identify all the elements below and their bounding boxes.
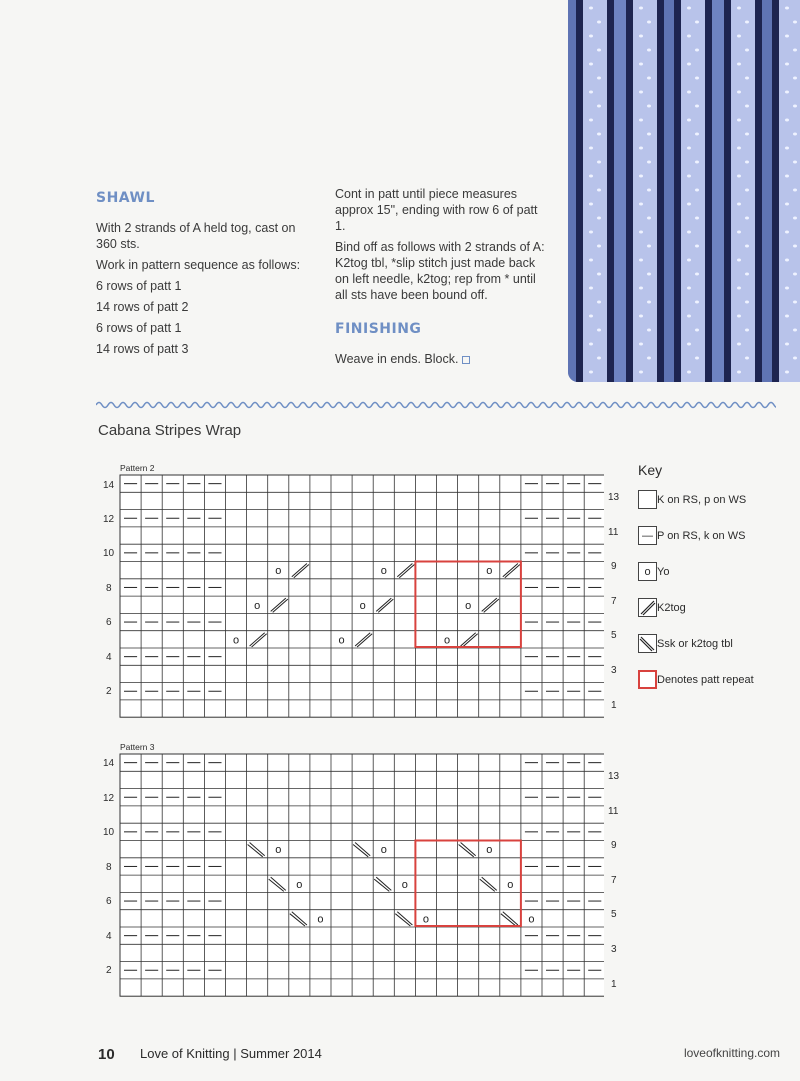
lace-eyelet — [647, 77, 651, 80]
lace-eyelet — [745, 49, 749, 52]
lace-eyelet — [687, 7, 691, 10]
lace-eyelet — [589, 343, 593, 346]
lace-eyelet — [647, 357, 651, 360]
row-number: 7 — [611, 596, 617, 607]
chart-key — [638, 462, 798, 706]
lace-eyelet — [589, 35, 593, 38]
row-number: 1 — [611, 979, 617, 990]
lace-eyelet — [785, 147, 789, 150]
row-number: 10 — [103, 827, 115, 838]
lace-eyelet — [793, 133, 797, 136]
key-item-repeat: Denotes patt repeat — [638, 670, 798, 689]
lace-eyelet — [647, 105, 651, 108]
pattern3-label: Pattern 3 — [120, 742, 155, 752]
fabric-stripe — [614, 0, 626, 382]
yarn-over-symbol: o — [443, 634, 451, 647]
lace-eyelet — [589, 119, 593, 122]
lace-eyelet — [639, 287, 643, 290]
fabric-stripe — [657, 0, 664, 382]
lace-eyelet — [793, 161, 797, 164]
lace-eyelet — [745, 133, 749, 136]
lace-eyelet — [785, 371, 789, 374]
shawl-cast-on: With 2 strands of A held tog, cast on 360 sts. — [96, 221, 296, 251]
lace-eyelet — [687, 371, 691, 374]
key-item-ssk: Ssk or k2tog tbl — [638, 634, 798, 653]
key-item-purl: — P on RS, k on WS — [638, 526, 798, 545]
lace-eyelet — [647, 217, 651, 220]
continue-text: Cont in patt until piece measures approx 15", ending with row 6 of patt 1. — [335, 187, 538, 233]
finishing-text: Weave in ends. Block. — [335, 351, 550, 367]
yarn-over-symbol: o — [254, 599, 261, 612]
lace-eyelet — [785, 91, 789, 94]
lace-eyelet — [737, 35, 741, 38]
lace-eyelet — [647, 49, 651, 52]
lace-eyelet — [589, 315, 593, 318]
pattern-repeat-symbol-icon — [638, 670, 657, 689]
end-mark-icon — [462, 356, 470, 364]
fabric-stripe — [568, 0, 576, 382]
lace-eyelet — [639, 7, 643, 10]
lace-eyelet — [785, 7, 789, 10]
lace-eyelet — [695, 105, 699, 108]
shawl-section — [96, 190, 311, 362]
lace-eyelet — [695, 245, 699, 248]
yarn-over-symbol: o — [507, 878, 514, 891]
lace-eyelet — [785, 315, 789, 318]
lace-eyelet — [737, 287, 741, 290]
row-number: 8 — [106, 862, 112, 873]
lace-eyelet — [745, 217, 749, 220]
lace-eyelet — [737, 203, 741, 206]
lace-eyelet — [589, 147, 593, 150]
sequence-step: 6 rows of patt 1 — [96, 279, 182, 293]
lace-eyelet — [793, 357, 797, 360]
lace-eyelet — [597, 21, 601, 24]
lace-eyelet — [793, 329, 797, 332]
fabric-stripe — [712, 0, 724, 382]
fabric-stripe — [762, 0, 772, 382]
lace-eyelet — [687, 63, 691, 66]
pattern2-chart — [118, 473, 604, 719]
lace-eyelet — [597, 217, 601, 220]
key-title: Key — [638, 462, 663, 478]
pattern3-chart — [118, 752, 604, 998]
lace-eyelet — [639, 35, 643, 38]
lace-eyelet — [785, 343, 789, 346]
lace-eyelet — [745, 105, 749, 108]
row-number: 13 — [608, 771, 620, 782]
row-number: 6 — [106, 617, 112, 628]
row-number: 4 — [106, 931, 112, 942]
yarn-over-symbol: o — [528, 913, 535, 926]
lace-eyelet — [597, 133, 601, 136]
fabric-stripe — [772, 0, 779, 382]
lace-eyelet — [687, 259, 691, 262]
fabric-stripe — [779, 0, 800, 382]
lace-eyelet — [737, 231, 741, 234]
finishing-heading: FINISHING — [335, 321, 422, 337]
page-number: 10 — [98, 1046, 115, 1063]
chart-section-title: Cabana Stripes Wrap — [98, 422, 242, 439]
yarn-over-symbol: o — [317, 913, 324, 926]
lace-eyelet — [647, 161, 651, 164]
lace-eyelet — [597, 105, 601, 108]
sequence-step: 14 rows of patt 2 — [96, 300, 189, 314]
yarn-over-symbol: o — [275, 565, 282, 578]
row-number: 2 — [106, 965, 112, 976]
lace-eyelet — [639, 175, 643, 178]
lace-eyelet — [745, 189, 749, 192]
lace-eyelet — [695, 21, 699, 24]
row-number: 4 — [106, 652, 112, 663]
sequence-step: 14 rows of patt 3 — [96, 342, 189, 356]
lace-eyelet — [687, 119, 691, 122]
fabric-stripe — [583, 0, 607, 382]
lace-eyelet — [687, 35, 691, 38]
key-item-k2tog: K2tog — [638, 598, 798, 617]
lace-eyelet — [695, 301, 699, 304]
row-number: 8 — [106, 583, 112, 594]
lace-eyelet — [687, 203, 691, 206]
lace-eyelet — [589, 371, 593, 374]
lace-eyelet — [785, 119, 789, 122]
yarn-over-symbol: o — [401, 878, 408, 891]
lace-eyelet — [737, 63, 741, 66]
lace-eyelet — [639, 91, 643, 94]
lace-eyelet — [745, 357, 749, 360]
fabric-stripe — [705, 0, 712, 382]
row-number: 13 — [608, 492, 620, 503]
bind-off-text: Bind off as follows with 2 strands of A: K2tog tbl, *slip stitch just made back on left needle, k2tog; rep from * until all sts have been bound off. — [335, 240, 545, 302]
lace-eyelet — [737, 259, 741, 262]
lace-eyelet — [597, 245, 601, 248]
continue-section — [335, 186, 550, 372]
lace-eyelet — [639, 119, 643, 122]
lace-eyelet — [647, 273, 651, 276]
yarn-over-symbol: o — [232, 634, 240, 647]
fabric-stripe — [731, 0, 755, 382]
yarn-over-symbol: o — [380, 565, 387, 578]
lace-eyelet — [695, 133, 699, 136]
lace-eyelet — [695, 329, 699, 332]
row-number: 14 — [103, 758, 115, 769]
lace-eyelet — [785, 35, 789, 38]
lace-eyelet — [597, 273, 601, 276]
key-item-yo: o Yo — [638, 562, 798, 581]
fabric-stripe — [576, 0, 583, 382]
lace-eyelet — [737, 119, 741, 122]
row-number: 11 — [608, 527, 619, 538]
yarn-over-symbol: o — [275, 844, 282, 857]
lace-eyelet — [647, 21, 651, 24]
lace-eyelet — [793, 217, 797, 220]
lace-eyelet — [695, 189, 699, 192]
yarn-over-symbol: o — [486, 565, 493, 578]
lace-eyelet — [687, 231, 691, 234]
fabric-stripe — [607, 0, 614, 382]
lace-eyelet — [695, 273, 699, 276]
lace-eyelet — [745, 273, 749, 276]
lace-eyelet — [793, 273, 797, 276]
lace-eyelet — [745, 329, 749, 332]
lace-eyelet — [589, 63, 593, 66]
k2tog-symbol-icon — [638, 598, 657, 617]
lace-eyelet — [785, 175, 789, 178]
lace-eyelet — [589, 231, 593, 234]
row-number: 9 — [611, 840, 617, 851]
lace-eyelet — [597, 49, 601, 52]
lace-eyelet — [639, 231, 643, 234]
lace-eyelet — [785, 231, 789, 234]
lace-eyelet — [793, 21, 797, 24]
lace-eyelet — [745, 245, 749, 248]
lace-eyelet — [589, 203, 593, 206]
lace-eyelet — [639, 63, 643, 66]
yarn-over-symbol: o — [422, 913, 430, 926]
row-number: 12 — [103, 514, 115, 525]
lace-eyelet — [687, 175, 691, 178]
lace-eyelet — [597, 161, 601, 164]
lace-eyelet — [597, 189, 601, 192]
lace-eyelet — [589, 259, 593, 262]
lace-eyelet — [695, 49, 699, 52]
pattern2-label: Pattern 2 — [120, 463, 155, 473]
lace-eyelet — [745, 301, 749, 304]
sequence-step: 6 rows of patt 1 — [96, 321, 182, 335]
lace-eyelet — [737, 175, 741, 178]
fabric-stripe — [664, 0, 674, 382]
fabric-stripe — [755, 0, 762, 382]
lace-eyelet — [745, 77, 749, 80]
row-number: 14 — [103, 480, 115, 491]
fabric-stripe — [681, 0, 705, 382]
yarn-over-symbol: o — [338, 634, 345, 647]
lace-eyelet — [793, 189, 797, 192]
lace-eyelet — [737, 315, 741, 318]
row-number: 5 — [611, 909, 617, 920]
lace-eyelet — [639, 203, 643, 206]
lace-eyelet — [687, 91, 691, 94]
yarn-over-symbol: o — [465, 599, 472, 612]
lace-eyelet — [695, 357, 699, 360]
fabric-stripe — [674, 0, 681, 382]
shawl-sequence-intro: Work in pattern sequence as follows: — [96, 258, 301, 272]
row-number: 12 — [103, 793, 115, 804]
lace-eyelet — [737, 147, 741, 150]
fabric-stripe — [633, 0, 657, 382]
row-number: 5 — [611, 630, 617, 641]
yarn-over-symbol: o — [486, 844, 493, 857]
lace-eyelet — [589, 175, 593, 178]
lace-eyelet — [785, 203, 789, 206]
lace-eyelet — [785, 287, 789, 290]
lace-eyelet — [745, 161, 749, 164]
lace-eyelet — [695, 161, 699, 164]
lace-eyelet — [589, 7, 593, 10]
shawl-heading: SHAWL — [96, 190, 155, 206]
lace-eyelet — [687, 315, 691, 318]
ssk-symbol-icon — [638, 634, 657, 653]
lace-eyelet — [647, 189, 651, 192]
lace-eyelet — [687, 343, 691, 346]
website-link[interactable]: loveofknitting.com — [683, 1046, 780, 1060]
purl-symbol-icon: — — [638, 526, 657, 545]
row-number: 7 — [611, 875, 617, 886]
row-number: 9 — [611, 561, 617, 572]
lace-eyelet — [737, 7, 741, 10]
lace-eyelet — [785, 63, 789, 66]
fabric-stripe — [626, 0, 633, 382]
wave-divider — [96, 398, 776, 412]
lace-eyelet — [737, 371, 741, 374]
lace-eyelet — [737, 343, 741, 346]
row-number: 11 — [608, 806, 619, 817]
lace-eyelet — [793, 77, 797, 80]
lace-eyelet — [589, 287, 593, 290]
row-number: 10 — [103, 548, 115, 559]
lace-eyelet — [695, 77, 699, 80]
row-number: 6 — [106, 896, 112, 907]
lace-eyelet — [785, 259, 789, 262]
lace-eyelet — [597, 357, 601, 360]
lace-eyelet — [687, 287, 691, 290]
lace-eyelet — [793, 245, 797, 248]
lace-eyelet — [793, 301, 797, 304]
yarn-over-symbol: o — [359, 599, 366, 612]
lace-eyelet — [597, 329, 601, 332]
yarn-over-symbol: o — [296, 878, 303, 891]
lace-eyelet — [597, 301, 601, 304]
yarn-over-symbol: o — [380, 844, 387, 857]
wrap-photo — [568, 0, 800, 382]
lace-eyelet — [647, 301, 651, 304]
fabric-stripe — [724, 0, 731, 382]
lace-eyelet — [695, 217, 699, 220]
lace-eyelet — [793, 105, 797, 108]
yarn-over-symbol-icon: o — [638, 562, 657, 581]
lace-eyelet — [639, 343, 643, 346]
lace-eyelet — [589, 91, 593, 94]
lace-eyelet — [639, 259, 643, 262]
row-number: 2 — [106, 686, 112, 697]
lace-eyelet — [647, 329, 651, 332]
lace-eyelet — [597, 77, 601, 80]
lace-eyelet — [639, 147, 643, 150]
row-number: 1 — [611, 700, 617, 711]
lace-eyelet — [647, 245, 651, 248]
lace-eyelet — [745, 21, 749, 24]
lace-eyelet — [647, 133, 651, 136]
lace-eyelet — [639, 315, 643, 318]
knit-symbol-icon — [638, 490, 657, 509]
lace-eyelet — [793, 49, 797, 52]
row-number: 3 — [611, 944, 617, 955]
magazine-title: Love of Knitting | Summer 2014 — [140, 1046, 322, 1061]
key-item-knit: K on RS, p on WS — [638, 490, 798, 509]
row-number: 3 — [611, 665, 617, 676]
lace-eyelet — [687, 147, 691, 150]
lace-eyelet — [737, 91, 741, 94]
lace-eyelet — [639, 371, 643, 374]
